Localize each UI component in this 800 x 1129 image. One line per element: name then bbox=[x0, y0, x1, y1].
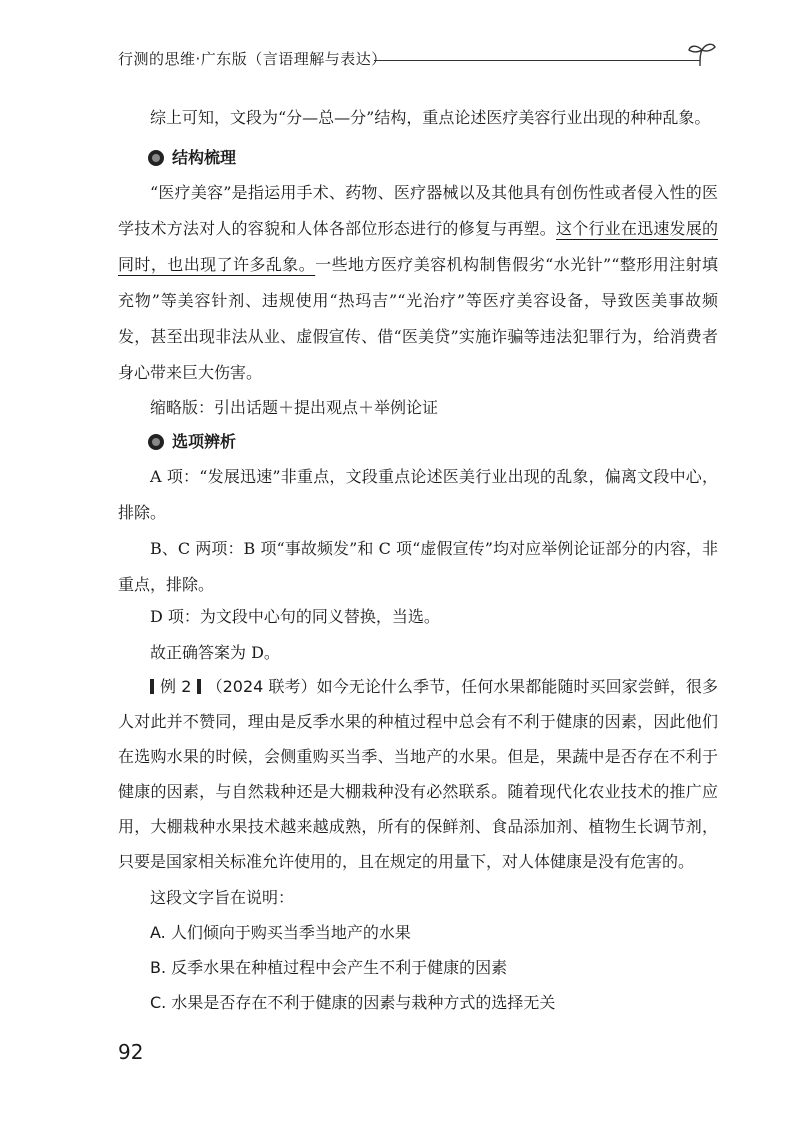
question-stem: 这段文字旨在说明： bbox=[150, 888, 295, 907]
bracket-mark-right bbox=[197, 679, 201, 694]
analysis-d: D 项：为文段中心句的同义替换，当选。 bbox=[150, 607, 440, 626]
section-badge-icon bbox=[148, 434, 164, 450]
options-heading-label: 选项辨析 bbox=[172, 432, 237, 451]
option-a: A. 人们倾向于购买当季当地产的水果 bbox=[150, 923, 411, 942]
structure-heading bbox=[148, 148, 236, 168]
example-passage bbox=[118, 669, 718, 879]
conclusion-paragraph: 综上可知，文段为“分—总—分”结构，重点论述医疗美容行业出现的种种乱象。 bbox=[150, 108, 711, 127]
example-text: 如今无论什么季节，任何水果都能随时买回家尝鲜，很多人对此并不赞同，理由是反季水果的种植过程中总会有不利于健康的因素，因此他们在选购水果的时候，会侧重购买当季、当地产的水果。但是，果蔬中是否存在不利于健康的因素，与自然栽种还是大棚栽种没有必然联系。随着现代化农业技术的推广应用，大棚栽种水果技术越来越成熟，所有的保鲜剂、食品添加剂、植物生长调节剂，只要是国家相关标准允许使用的，且在规定的用量下，对人体健康是没有危害的。 bbox=[118, 677, 718, 871]
structure-text-end: 一些地方医疗美容机构制售假劣“水光针”“整形用注射填充物”等美容针剂、违规使用“热玛吉”“光治疗”等医疗美容设备，导致医美事故频发，甚至出现非法从业、虚假宣传、借“医美贷”实施诈骗等违法犯罪行为，给消费者身心带来巨大伤害。 bbox=[118, 255, 718, 382]
sprout-icon bbox=[686, 40, 718, 68]
option-b: B. 反季水果在种植过程中会产生不利于健康的因素 bbox=[150, 958, 508, 977]
bracket-mark-left bbox=[150, 679, 154, 694]
section-badge-icon bbox=[148, 150, 164, 166]
option-c: C. 水果是否存在不利于健康的因素与栽种方式的选择无关 bbox=[150, 993, 556, 1012]
structure-heading-label: 结构梳理 bbox=[172, 148, 237, 167]
example-source: （2024 联考） bbox=[206, 677, 317, 696]
page-number: 92 bbox=[118, 1040, 144, 1064]
header-rule bbox=[374, 60, 700, 61]
structure-paragraph bbox=[118, 175, 718, 391]
summary-line: 缩略版：引出话题＋提出观点＋举例论证 bbox=[150, 398, 439, 417]
analysis-bc: B、C 两项：B 项“事故频发”和 C 项“虚假宣传”均对应举例论证部分的内容，非重点，排除。 bbox=[118, 539, 718, 594]
options-heading bbox=[148, 432, 236, 452]
running-header bbox=[118, 40, 718, 76]
example-label: 例 2 bbox=[160, 677, 192, 696]
answer-line: 故正确答案为 D。 bbox=[150, 643, 280, 662]
central-sentence: 这个行业在迅速发展的同时，也出现了许多乱象。 bbox=[118, 219, 718, 274]
header-title: 行测的思维·广东版（言语理解与表达） bbox=[118, 50, 387, 68]
structure-text-start: “医疗美容”是指运用手术、药物、医疗器械以及其他具有创伤性或者侵入性的医学技术方法对人的容貌和人体各部位形态进行的修复与再塑。 bbox=[118, 183, 718, 238]
analysis-a: A 项：“发展迅速”非重点，文段重点论述医美行业出现的乱象，偏离文段中心，排除。 bbox=[118, 467, 718, 522]
